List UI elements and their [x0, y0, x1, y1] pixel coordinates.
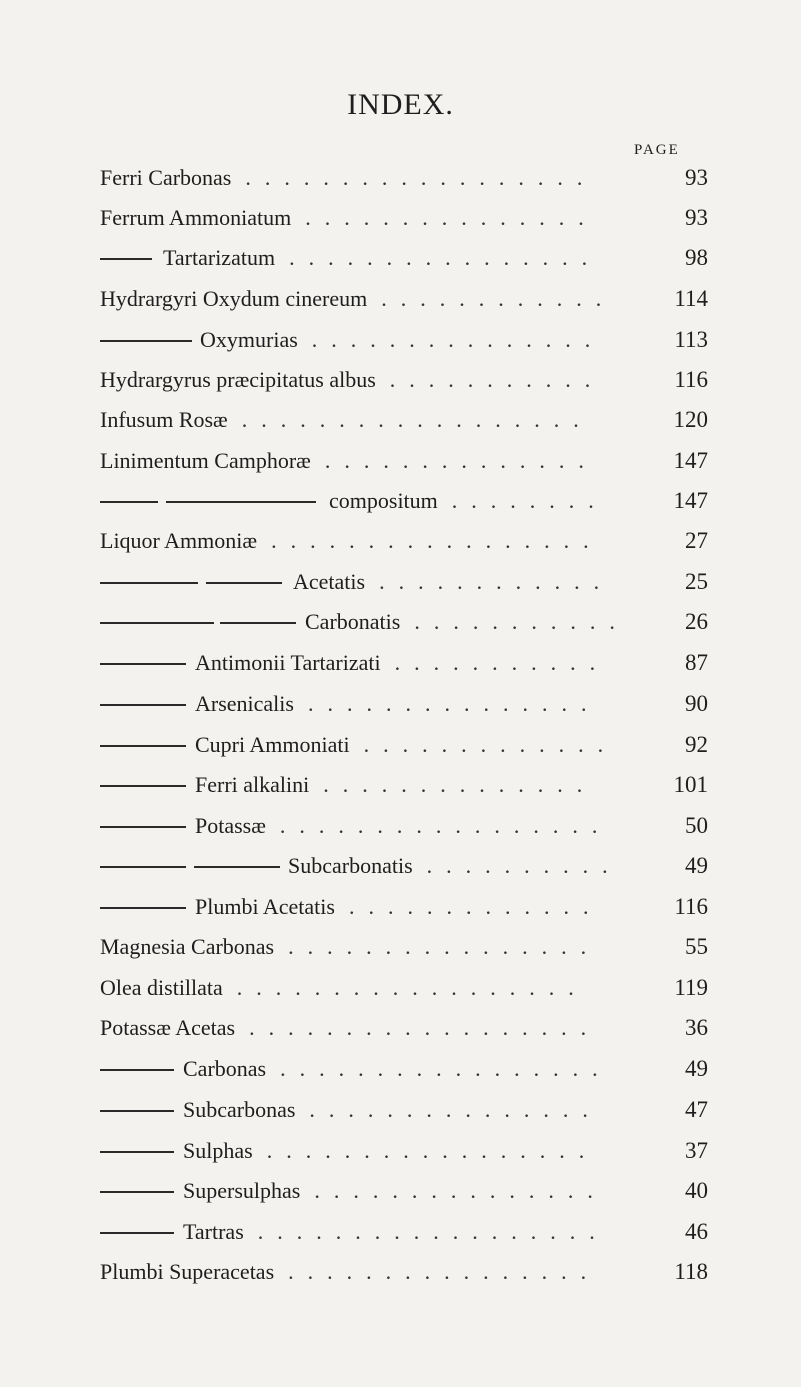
entry-label: Potassæ Acetas — [100, 1008, 235, 1048]
leader-dots: ............... — [305, 205, 598, 230]
index-entry — [100, 360, 708, 400]
index-entry — [100, 602, 708, 642]
ditto-dash — [100, 582, 198, 584]
entry-page-number: 90 — [685, 691, 708, 716]
entry-page-number: 36 — [685, 1015, 708, 1040]
leader-dots: ............. — [348, 894, 603, 919]
index-entry — [100, 1008, 708, 1048]
entry-label: Magnesia Carbonas — [100, 927, 274, 967]
entry-page-number: 113 — [674, 327, 708, 352]
leader-dots: ................. — [271, 528, 603, 553]
ditto-dash — [100, 1069, 174, 1071]
entry-label: Liquor Ammoniæ — [100, 521, 257, 561]
entry-page-number: 93 — [685, 205, 708, 230]
index-entry — [100, 806, 708, 846]
leader-dots: ............ — [381, 286, 616, 311]
ditto-dash — [100, 501, 158, 503]
entry-label: Olea distillata — [100, 968, 223, 1008]
index-entry — [100, 400, 708, 440]
leader-dots: .............. — [324, 448, 598, 473]
leader-dots: ................ — [288, 1259, 601, 1284]
index-entry — [100, 643, 708, 683]
entry-label: Plumbi Acetatis — [195, 887, 335, 927]
index-entry — [100, 684, 708, 724]
entry-page-number: 116 — [674, 367, 708, 392]
index-entry — [100, 238, 708, 278]
index-entry — [100, 1171, 708, 1211]
leader-dots: .............. — [323, 772, 597, 797]
entry-page-number: 47 — [685, 1097, 708, 1122]
index-entry — [100, 1131, 708, 1171]
entry-label: Oxymurias — [200, 320, 298, 360]
leader-dots: ............... — [314, 1178, 607, 1203]
entry-page-number: 40 — [685, 1178, 708, 1203]
entry-label: Tartras — [183, 1212, 244, 1252]
entry-label: Ferri Carbonas — [100, 158, 231, 198]
entry-page-number: 46 — [685, 1219, 708, 1244]
entry-page-number: 147 — [673, 448, 708, 473]
entry-label: Acetatis — [293, 562, 365, 602]
entry-page-number: 50 — [685, 813, 708, 838]
entry-page-number: 49 — [685, 853, 708, 878]
entry-page-number: 118 — [674, 1259, 708, 1284]
entry-page-number: 147 — [673, 488, 708, 513]
index-entry — [100, 927, 708, 967]
entry-label: Linimentum Camphoræ — [100, 441, 311, 481]
index-entry — [100, 481, 708, 521]
entry-label: Antimonii Tartarizati — [195, 643, 381, 683]
leader-dots: .................. — [236, 975, 588, 1000]
index-entry — [100, 441, 708, 481]
index-entry — [100, 521, 708, 561]
entry-label: Arsenicalis — [195, 684, 294, 724]
leader-dots: .................. — [249, 1015, 601, 1040]
leader-dots: ............. — [363, 732, 618, 757]
entry-page-number: 37 — [685, 1138, 708, 1163]
leader-dots: .......... — [426, 853, 622, 878]
entry-page-number: 26 — [685, 609, 708, 634]
index-entry — [100, 1090, 708, 1130]
entry-label: Carbonas — [183, 1049, 266, 1089]
ditto-dash — [100, 866, 186, 868]
ditto-dash — [194, 866, 280, 868]
entry-page-number: 27 — [685, 528, 708, 553]
ditto-dash — [100, 826, 186, 828]
ditto-dash — [206, 582, 282, 584]
index-entry — [100, 562, 708, 602]
entry-label: Hydrargyrus præcipitatus albus — [100, 360, 376, 400]
ditto-dash — [166, 501, 316, 503]
entry-label: Infusum Rosæ — [100, 400, 228, 440]
ditto-dash — [100, 704, 186, 706]
ditto-dash — [100, 745, 186, 747]
index-entry — [100, 158, 708, 198]
entry-page-number: 101 — [673, 772, 708, 797]
ditto-dash — [100, 785, 186, 787]
entry-label: Ferri alkalini — [195, 765, 309, 805]
index-entry — [100, 279, 708, 319]
leader-dots: ............... — [309, 1097, 602, 1122]
entry-page-number: 119 — [674, 975, 708, 1000]
entry-page-number: 55 — [685, 934, 708, 959]
entry-page-number: 49 — [685, 1056, 708, 1081]
leader-dots: .................. — [257, 1219, 609, 1244]
leader-dots: .................. — [241, 407, 593, 432]
entry-page-number: 98 — [685, 245, 708, 270]
entry-label: Plumbi Superacetas — [100, 1252, 274, 1292]
index-entry — [100, 765, 708, 805]
leader-dots: ................. — [266, 1138, 599, 1163]
ditto-dash — [100, 1191, 174, 1193]
entry-label: Potassæ — [195, 806, 266, 846]
index-entry — [100, 725, 708, 765]
page-column-label: PAGE — [634, 142, 680, 158]
leader-dots: ................ — [288, 934, 601, 959]
leader-dots: ................. — [279, 813, 612, 838]
index-entry — [100, 198, 708, 238]
entry-label: compositum — [329, 481, 438, 521]
entry-page-number: 120 — [673, 407, 708, 432]
leader-dots: .................. — [245, 165, 597, 190]
ditto-dash — [100, 258, 152, 260]
index-entry — [100, 887, 708, 927]
entry-label: Sulphas — [183, 1131, 253, 1171]
entry-page-number: 87 — [685, 650, 708, 675]
leader-dots: ........... — [414, 609, 629, 634]
leader-dots: ............... — [311, 327, 605, 352]
entry-label: Hydrargyri Oxydum cinereum — [100, 279, 367, 319]
ditto-dash — [100, 622, 214, 624]
entry-label: Ferrum Ammoniatum — [100, 198, 291, 238]
leader-dots: ............ — [379, 569, 614, 594]
entry-label: Tartarizatum — [163, 238, 275, 278]
leader-dots: ............... — [307, 691, 601, 716]
ditto-dash — [100, 663, 186, 665]
leader-dots: ........... — [389, 367, 605, 392]
entry-label: Supersulphas — [183, 1171, 300, 1211]
leader-dots: ................ — [289, 245, 602, 270]
index-entry — [100, 846, 708, 886]
leader-dots: ................. — [280, 1056, 612, 1081]
index-entry — [100, 320, 708, 360]
entry-page-number: 116 — [674, 894, 708, 919]
ditto-dash — [100, 1232, 174, 1234]
entry-label: Subcarbonatis — [288, 846, 413, 886]
entry-page-number: 114 — [674, 286, 708, 311]
ditto-dash — [100, 340, 192, 342]
index-entry — [100, 1049, 708, 1089]
entry-page-number: 92 — [685, 732, 708, 757]
index-entry — [100, 1212, 708, 1252]
entry-label: Subcarbonas — [183, 1090, 295, 1130]
entry-label: Cupri Ammoniati — [195, 725, 350, 765]
index-entry — [100, 1252, 708, 1292]
ditto-dash — [100, 1151, 174, 1153]
index-entry — [100, 968, 708, 1008]
entry-label: Carbonatis — [305, 602, 400, 642]
ditto-dash — [100, 907, 186, 909]
entry-page-number: 25 — [685, 569, 708, 594]
leader-dots: ........... — [394, 650, 610, 675]
entry-page-number: 93 — [685, 165, 708, 190]
ditto-dash — [220, 622, 296, 624]
ditto-dash — [100, 1110, 174, 1112]
leader-dots: ........ — [451, 488, 608, 513]
page-title: INDEX. — [347, 88, 454, 121]
